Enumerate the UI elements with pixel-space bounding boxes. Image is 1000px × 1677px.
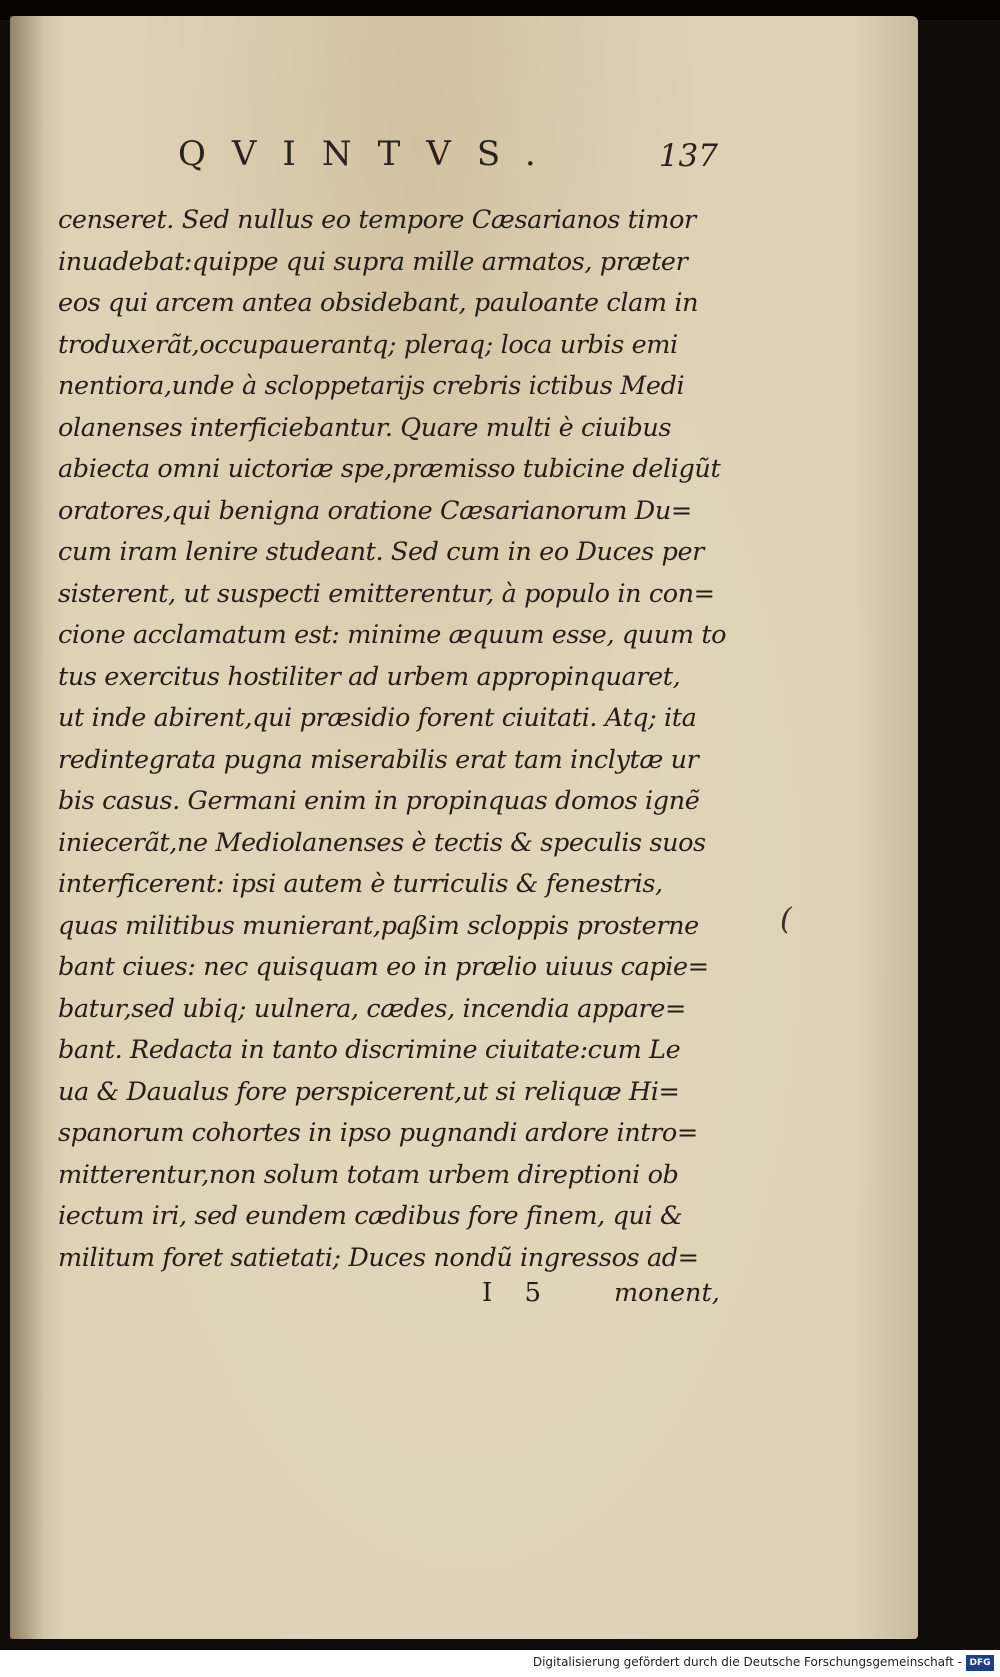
text-line: militum foret satietati; Duces nondũ ingressos ad= — [58, 1242, 699, 1273]
text-line: tus exercitus hostiliter ad urbem appropinquaret, — [58, 661, 681, 692]
text-line: bis casus. Germani enim in propinquas domos ignẽ — [58, 786, 700, 816]
dfg-logo: DFG — [966, 1655, 994, 1671]
text-line: sisterent, ut suspecti emitterentur, à populo in con= — [58, 578, 715, 609]
catchword: monent, — [614, 1278, 720, 1308]
page-footer-line — [58, 1276, 738, 1320]
body-text — [58, 200, 738, 1279]
text-line: interficerent: ipsi autem è turriculis & fenestris, — [58, 869, 663, 899]
text-line: cione acclamatum est: minime æquum esse, quum to — [58, 620, 727, 650]
text-line: cum iram lenire studeant. Sed cum in eo Duces per — [58, 537, 704, 567]
footer-bar — [0, 1650, 1000, 1677]
text-line: troduxerãt,occupauerantq; pleraq; loca urbis emi — [58, 329, 678, 360]
text-line: mitterentur,non solum totam urbem direptioni ob — [58, 1159, 679, 1190]
text-line: iniecerãt,ne Mediolanenses è tectis & speculis suos — [58, 827, 706, 858]
text-line: inuadebat:quippe qui supra mille armatos, præter — [58, 246, 688, 277]
margin-mark: ( — [780, 902, 792, 937]
text-line: redintegrata pugna miserabilis erat tam inclytæ ur — [58, 744, 699, 775]
text-line: quas militibus munierant,paßim scloppis prosterne — [58, 910, 699, 941]
text-line: spanorum cohortes in ipso pugnandi ardore intro= — [58, 1118, 698, 1148]
running-head-title: QVINTVS. — [178, 134, 562, 174]
text-line: olanenses interficiebantur. Quare multi è ciuibus — [58, 412, 672, 443]
text-line: censeret. Sed nullus eo tempore Cæsarianos timor — [58, 205, 696, 235]
footer-credit: Digitalisierung gefördert durch die Deutsche Forschungsgemeinschaft - — [532, 1655, 962, 1669]
text-line: abiecta omni uictoriæ spe,præmisso tubicine deligũt — [58, 454, 721, 484]
text-line: bant. Redacta in tanto discrimine ciuitate:cum Le — [58, 1035, 681, 1065]
signature-mark: I 5 — [482, 1278, 554, 1308]
page-number: 137 — [658, 138, 718, 174]
text-line: nentiora,unde à scloppetarijs crebris ictibus Medi — [58, 371, 685, 401]
text-line: ua & Daualus fore perspicerent,ut si reliquæ Hi= — [58, 1076, 680, 1107]
text-line: batur,sed ubiq; uulnera, cædes, incendia appare= — [58, 993, 686, 1024]
running-head — [178, 134, 718, 184]
text-line: oratores,qui benigna oratione Cæsarianorum Du= — [58, 495, 692, 526]
text-line: bant ciues: nec quisquam eo in prælio uiuus capie= — [58, 952, 709, 982]
text-line: iectum iri, sed eundem cædibus fore finem, qui & — [58, 1201, 683, 1231]
page-gutter-shadow — [10, 16, 44, 1639]
book-page — [10, 16, 918, 1639]
text-line: ut inde abirent,qui præsidio forent ciuitati. Atq; ita — [58, 703, 697, 733]
text-line: eos qui arcem antea obsidebant, pauloante clam in — [58, 288, 699, 318]
